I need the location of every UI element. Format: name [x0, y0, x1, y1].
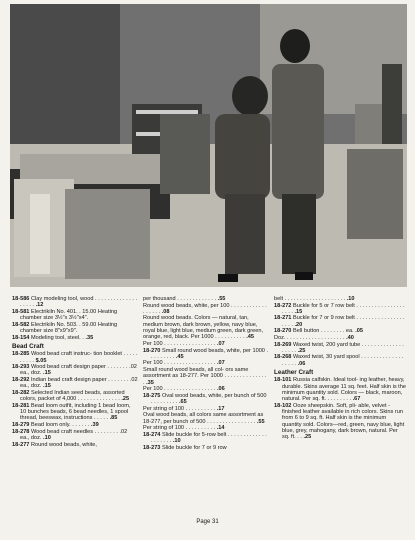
item-description: Doz. . . . . . . . . . . . . . . . . . . . [274, 334, 345, 341]
item-number: 18-272 [274, 302, 292, 309]
item-number: 18-582 [12, 321, 30, 328]
catalog-entry [274, 335, 406, 341]
item-price: .08 [161, 308, 170, 315]
item-description: Round wood beads, white, per 100 . . . . . . . . . . . . . . . . . . [143, 302, 267, 315]
catalog-entry [143, 348, 269, 361]
item-price: .25 [297, 347, 306, 354]
item-price: .25 [121, 396, 130, 403]
catalog-entry [12, 351, 138, 364]
item-description: Russia calfskin. Ideal tool- ing leather, heavy, durable. Skins average 11 sq. feet. Half skin is the minimum quantity sold. Colors — black, maroon, natural. Per sq. ft. . . . . . . . . [282, 377, 406, 403]
item-number: 18-581 [12, 308, 30, 315]
item-description: Modeling tool, steel. . [30, 334, 84, 341]
catalog-entry [12, 390, 138, 403]
item-price: .15 [43, 383, 51, 390]
item-description: Small round wood beads, all col- ors same assortment as 18-277. Per 1000 . . . . . . . . . . . . . . . [143, 367, 267, 386]
item-price: .10 [43, 434, 51, 441]
item-number: 18-154 [12, 334, 30, 341]
catalog-entry [143, 406, 269, 412]
catalog-entry [12, 377, 138, 390]
item-description: Bell button . . . . . . . . ea. [292, 328, 354, 335]
catalog-entry [143, 425, 269, 431]
catalog-entry [12, 296, 138, 309]
item-number: 18-281 [12, 402, 30, 409]
section-heading: Leather Craft [274, 369, 314, 377]
item-description: Waxed twist, 200 yard tube . . . . . . . . . . . . . . . . . . . [282, 341, 404, 354]
item-price: .35 [85, 334, 94, 341]
catalog-entry [12, 422, 138, 428]
item-description: Indian bead craft design paper . . . . . . . .02 ea., doz. [20, 377, 138, 390]
item-description: Oval wood beads, white, per bunch of 500 . . . . . . . . . [151, 392, 267, 406]
item-number: 18-285 [12, 351, 30, 358]
item-price: .17 [216, 405, 225, 412]
item-description: Round wood beads. Colors — natural, tan, medium brown, dark brown, yellow, navy blue, royal blue, light blue, medium green, dark green, orange, red, black. Per 1000 . . . . . . . . . . [143, 315, 264, 341]
item-description: Slide buckle for 7 or 9 row [161, 444, 227, 451]
item-number: 18-268 [274, 354, 292, 361]
item-description: Wood bead craft needles . . . . . . . . .02 ea., doz. [20, 428, 128, 441]
item-price: .67 [352, 396, 361, 403]
catalog-entry [143, 315, 269, 340]
classroom-photo [10, 4, 407, 287]
item-price: .65 [178, 399, 187, 406]
catalog-entry [143, 432, 269, 445]
item-description: Slide buckle for 5-row belt . . . . . . . . . . . . . . . . . . . . [151, 431, 267, 445]
item-number: 18-269 [274, 341, 292, 348]
item-number: 18-282 [12, 389, 30, 396]
item-price: .55 [217, 296, 226, 302]
item-price: .06 [297, 360, 306, 367]
item-description: Clay modeling tool, wood . . . . . . . . . . . . . . . . . . . [20, 296, 137, 309]
catalog-entry [143, 386, 269, 392]
catalog-entry [12, 429, 138, 442]
item-price: .15 [43, 370, 51, 377]
item-price: .39 [90, 422, 99, 429]
catalog-entry [274, 342, 406, 355]
item-number: 18-274 [143, 431, 161, 438]
item-price: .35 [146, 379, 154, 386]
item-number: 18-270 [143, 347, 161, 354]
catalog-entry [274, 296, 406, 302]
item-price: .05 [355, 328, 363, 335]
item-description: Per 100 . . . . . . . . . . . . . . . . . [143, 340, 216, 347]
item-description: Wood bead craft instruc- tion booklet . . . . . . . . . . [20, 351, 138, 364]
item-price: .07 [217, 360, 225, 367]
catalog-entry [274, 328, 406, 334]
catalog-entry [143, 445, 269, 451]
item-description: Per 100 . . . . . . . . . . . . . . . . . [143, 360, 216, 367]
item-number: 18-101 [274, 377, 292, 384]
item-price: .20 [294, 321, 303, 328]
item-number: 18-278 [12, 428, 30, 435]
catalog-entry [274, 315, 406, 328]
catalog-entry [274, 377, 406, 402]
photo-illustration [10, 4, 407, 287]
item-price: .25 [303, 434, 312, 441]
item-price: .85 [109, 415, 118, 422]
item-number: 18-271 [274, 315, 292, 322]
section-heading: Bead Craft [12, 342, 44, 350]
catalog-entry [12, 309, 138, 322]
catalog-entry [12, 335, 138, 341]
item-description: Small round wood beads, white, per 1000 . . . . . . . . . [151, 347, 269, 360]
catalog-entry [12, 403, 138, 422]
item-number: 18-270 [274, 328, 292, 335]
item-number: 18-292 [12, 377, 30, 384]
item-description: belt . . . . . . . . . . . . . . . . . . . . [274, 296, 346, 302]
catalog-entry [143, 296, 269, 302]
item-number: 18-275 [143, 392, 161, 399]
column-3 [274, 296, 406, 441]
catalog-entry [274, 354, 406, 367]
item-description: Wood bead craft design paper . . . . . . . .02 ea., doz. [20, 364, 137, 377]
item-number: 18-279 [12, 422, 30, 429]
item-description: Selected Indian seed beads, assorted colors, packet of 4,000 . . . . . . . . . . . . . . [20, 389, 125, 403]
item-price: .06 [217, 386, 225, 393]
catalog-entry [143, 360, 269, 366]
item-price: .40 [346, 334, 354, 341]
item-description: Per 100 . . . . . . . . . . . . . . . . . [143, 386, 216, 393]
catalog-entry [12, 442, 138, 448]
page-number: Page 31 [196, 519, 219, 525]
catalog-entry [12, 364, 138, 377]
catalog-entry [143, 367, 269, 386]
item-price: .45 [175, 353, 184, 360]
item-description: Buckle for 7 or 9 row belt . . . . . . . . . . . . . . . . . . . . [282, 315, 405, 328]
item-number: 18-102 [274, 402, 292, 409]
item-description: Bead loom only. . . . . . . [30, 422, 90, 429]
item-description: Waxed twist, 30 yard spool . . . . . . . . . . . . . . . . . . . [282, 354, 404, 367]
column-1 [12, 296, 138, 448]
item-description: Bead loom outfit, including 1 bead loom, 10 bunches beads, 6 bead needles, 1 spool thread, beeswax, instructions . . . . . [20, 402, 131, 422]
item-price: .55 [256, 418, 265, 425]
item-price: .10 [172, 438, 181, 445]
item-description: Buckle for 5 or 7 row belt . . . . . . . . . . . . . . . . . . . . [282, 302, 405, 315]
catalog-entry [274, 403, 406, 441]
item-price: .45 [246, 334, 255, 341]
item-price: .14 [216, 425, 225, 432]
item-price: .07 [217, 340, 225, 347]
item-description: Electrikiln No. 401. . 15.00 Heating chamber size 3½"x 3½"x4". [20, 308, 118, 322]
column-2 [143, 296, 269, 451]
item-price: .15 [294, 308, 303, 315]
item-description: Electrikiln No. 503. . 59.00 Heating chamber size 8"x9"x9". [20, 321, 118, 335]
item-description: Oval wood beads, all colors same assortment as 18-277, per bunch of 500 . . . . . . . . . . . . . . . . [143, 412, 264, 425]
item-number: 18-273 [143, 444, 161, 451]
item-number: 18-586 [12, 296, 30, 302]
item-price: .10 [346, 296, 355, 302]
catalog-entry [143, 341, 269, 347]
catalog-entry [143, 393, 269, 406]
item-description: Per string of 100 . . . . . . . . . . [143, 425, 216, 432]
item-number: 18-293 [12, 364, 30, 371]
catalog-entry [143, 303, 269, 316]
item-number: 18-277 [12, 441, 30, 448]
item-description: Round wood beads, white, [30, 441, 97, 448]
item-description: per thousand . . . . . . . . . . . . . [143, 296, 217, 302]
catalog-entry [143, 412, 269, 425]
item-description: Per string of 100 . . . . . . . . . . [143, 405, 216, 412]
item-price: $.05 [35, 357, 47, 364]
item-price: .12 [35, 302, 44, 309]
item-description: Ooze sheepskin. Soft, pli- able, velvet - finished leather available in rich colors. Skins run from 6 to 9 sq. ft. Half skin is the minimum quantity sold. Colors—red, green, navy blue, light blue, grey, mahogany, dark brown, natural. Per sq. ft. . . [282, 402, 405, 441]
catalog-entry [274, 303, 406, 316]
catalog-entry [12, 322, 138, 335]
